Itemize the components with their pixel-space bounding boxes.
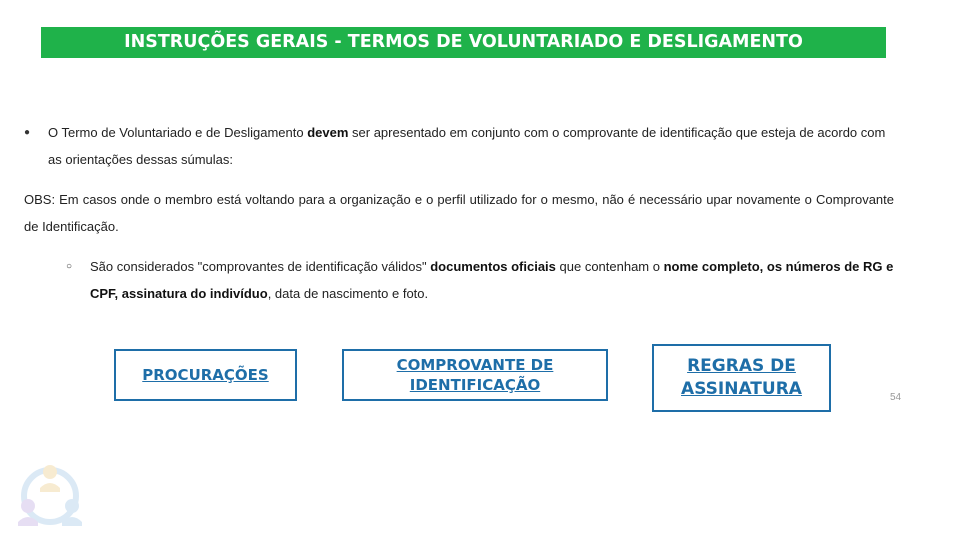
sub-bullet-text: São considerados "comprovantes de identificação válidos" documentos oficiais que contenham o nome completo, os números de RG e CPF, assinatura do indivíduo, data de nascimento e foto. — [90, 259, 894, 301]
page-title: INSTRUÇÕES GERAIS - TERMOS DE VOLUNTARIADO E DESLIGAMENTO — [41, 27, 886, 58]
sub-bullet-valid-documents — [66, 253, 896, 307]
bullet-requirement-text: O Termo de Voluntariado e de Desligamento devem ser apresentado em conjunto com o comprovante de identificação que esteja de acordo com as orientações dessas súmulas: — [48, 125, 886, 167]
regras-assinatura-link-button[interactable] — [652, 344, 831, 412]
page-number: 54 — [890, 392, 902, 403]
comprovante-link-button[interactable] — [342, 349, 608, 401]
team-logo-icon — [14, 460, 86, 532]
procuracoes-link-label[interactable]: PROCURAÇÕES — [142, 366, 269, 384]
bullet-marker: ● — [24, 127, 31, 138]
comprovante-link-label[interactable]: COMPROVANTE DE IDENTIFICAÇÃO — [396, 356, 554, 394]
obs-note: OBS: Em casos onde o membro está voltando para a organização e o perfil utilizado for o mesmo, não é necessário upar novamente o Comprovante de Identificação. — [24, 192, 894, 234]
bullet-requirement — [24, 119, 896, 173]
sub-bullet-marker: ○ — [66, 261, 73, 272]
procuracoes-link-button[interactable] — [114, 349, 297, 401]
regras-assinatura-link-label[interactable]: REGRAS DE ASSINATURA — [681, 356, 802, 399]
